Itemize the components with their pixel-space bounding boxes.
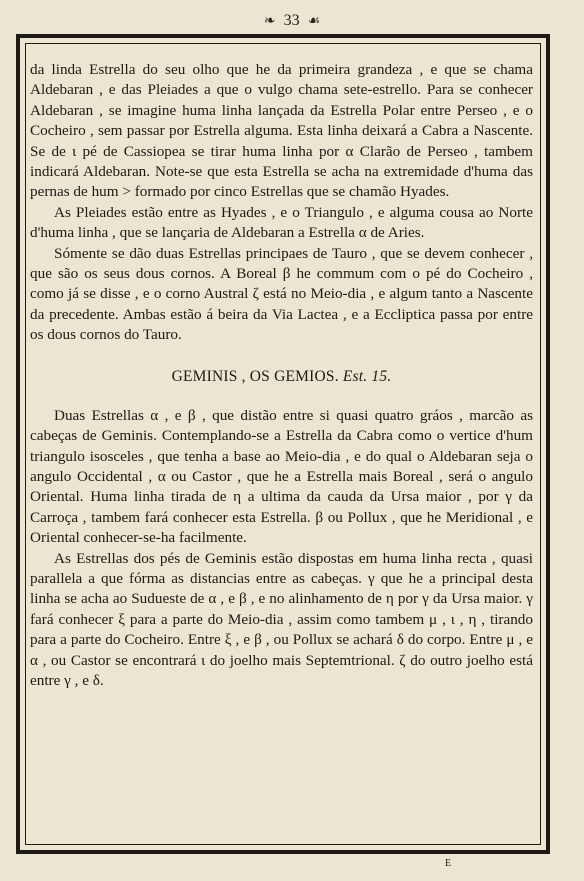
page-number: 33 (283, 12, 300, 29)
section-plate-ref: Est. 15. (342, 367, 392, 385)
signature-mark: E (445, 858, 453, 869)
section-title: GEMINIS , OS GEMIOS. (171, 367, 339, 385)
paragraph-geminis-pes: As Estrellas dos pés de Geminis estão dispostas em huma linha recta , quasi parallela a que fórma as distancias entre as cabeças. γ que he a principal desta linha se acha ao Sudueste de α , e β , e no alinhamento de η por γ da Ursa maior. γ fará conhecer ξ para a parte do Meio-dia , assim como tambem μ , ι , η , tirando para a parte do Cocheiro. Entre ξ , e β , ou Pollux se achará δ do corpo. Entre μ , e α , ou Castor se encontrará ι do joelho mais Septemtrional. ζ do outro joelho está entre γ , e δ. (30, 549, 533, 689)
page-header (0, 12, 584, 31)
ornament-right-icon: ☙ (307, 14, 321, 29)
section-heading (30, 367, 533, 387)
paragraph-continuation: da linda Estrella do seu olho que he da primeira grandeza , e que se chama Aldebaran , e das Pleiades a que o vulgo chama sete-estrello. Para se conhecer Aldebaran , se imagine huma linha lançada da Estrella Polar entre Perseo , e o Cocheiro , sem passar por Estrella alguma. Esta linha deixará a Cabra a Nascente. Se de ι pé de Cassiopea se tirar huma linha por α Clarão de Perseo , tambem indicará Aldebaran. Note-se que esta Estrella se acha na extremidade d'huma das pernas de hum > formado por cinco Estrellas que se chamão Hyades. (30, 61, 533, 201)
paragraph-tauro-cornos: Sómente se dão duas Estrellas principaes de Tauro , que se devem conhecer , que são os seus dous cornos. A Boreal β he commum com o pé do Cocheiro , como já se disse , e o corno Austral ζ está no Meio-dia , e algum tanto a Nascente da precedente. Ambas estão á beira da Via Lactea , e a Eccliptica passa por entre os dous cornos do Tauro. (30, 244, 533, 344)
page-body (30, 60, 533, 691)
ornament-left-icon: ❧ (263, 14, 276, 29)
paragraph-geminis-cabecas: Duas Estrellas α , e β , que distão entre si quasi quatro gráos , marcão as cabeças de Geminis. Contemplando-se a Estrella da Cabra como o vertice d'hum triangulo isosceles , que tenha a base ao Meio-dia , e do qual o Aldebaran seja o angulo Occidental , α ou Castor , que he a Estrella mais Boreal , será o angulo Oriental. Huma linha tirada de η a ultima da cauda da Ursa maior , por γ da Carroça , tambem fará conhecer esta Estrella. β ou Pollux , que he Meridional , e Oriental conhecer-se-ha facilmente. (30, 406, 533, 547)
paragraph-pleiades: As Pleiades estão entre as Hyades , e o Triangulo , e alguma cousa ao Norte d'huma linha , que se lançaria de Aldebaran a Estrella α de Aries. (30, 203, 533, 242)
